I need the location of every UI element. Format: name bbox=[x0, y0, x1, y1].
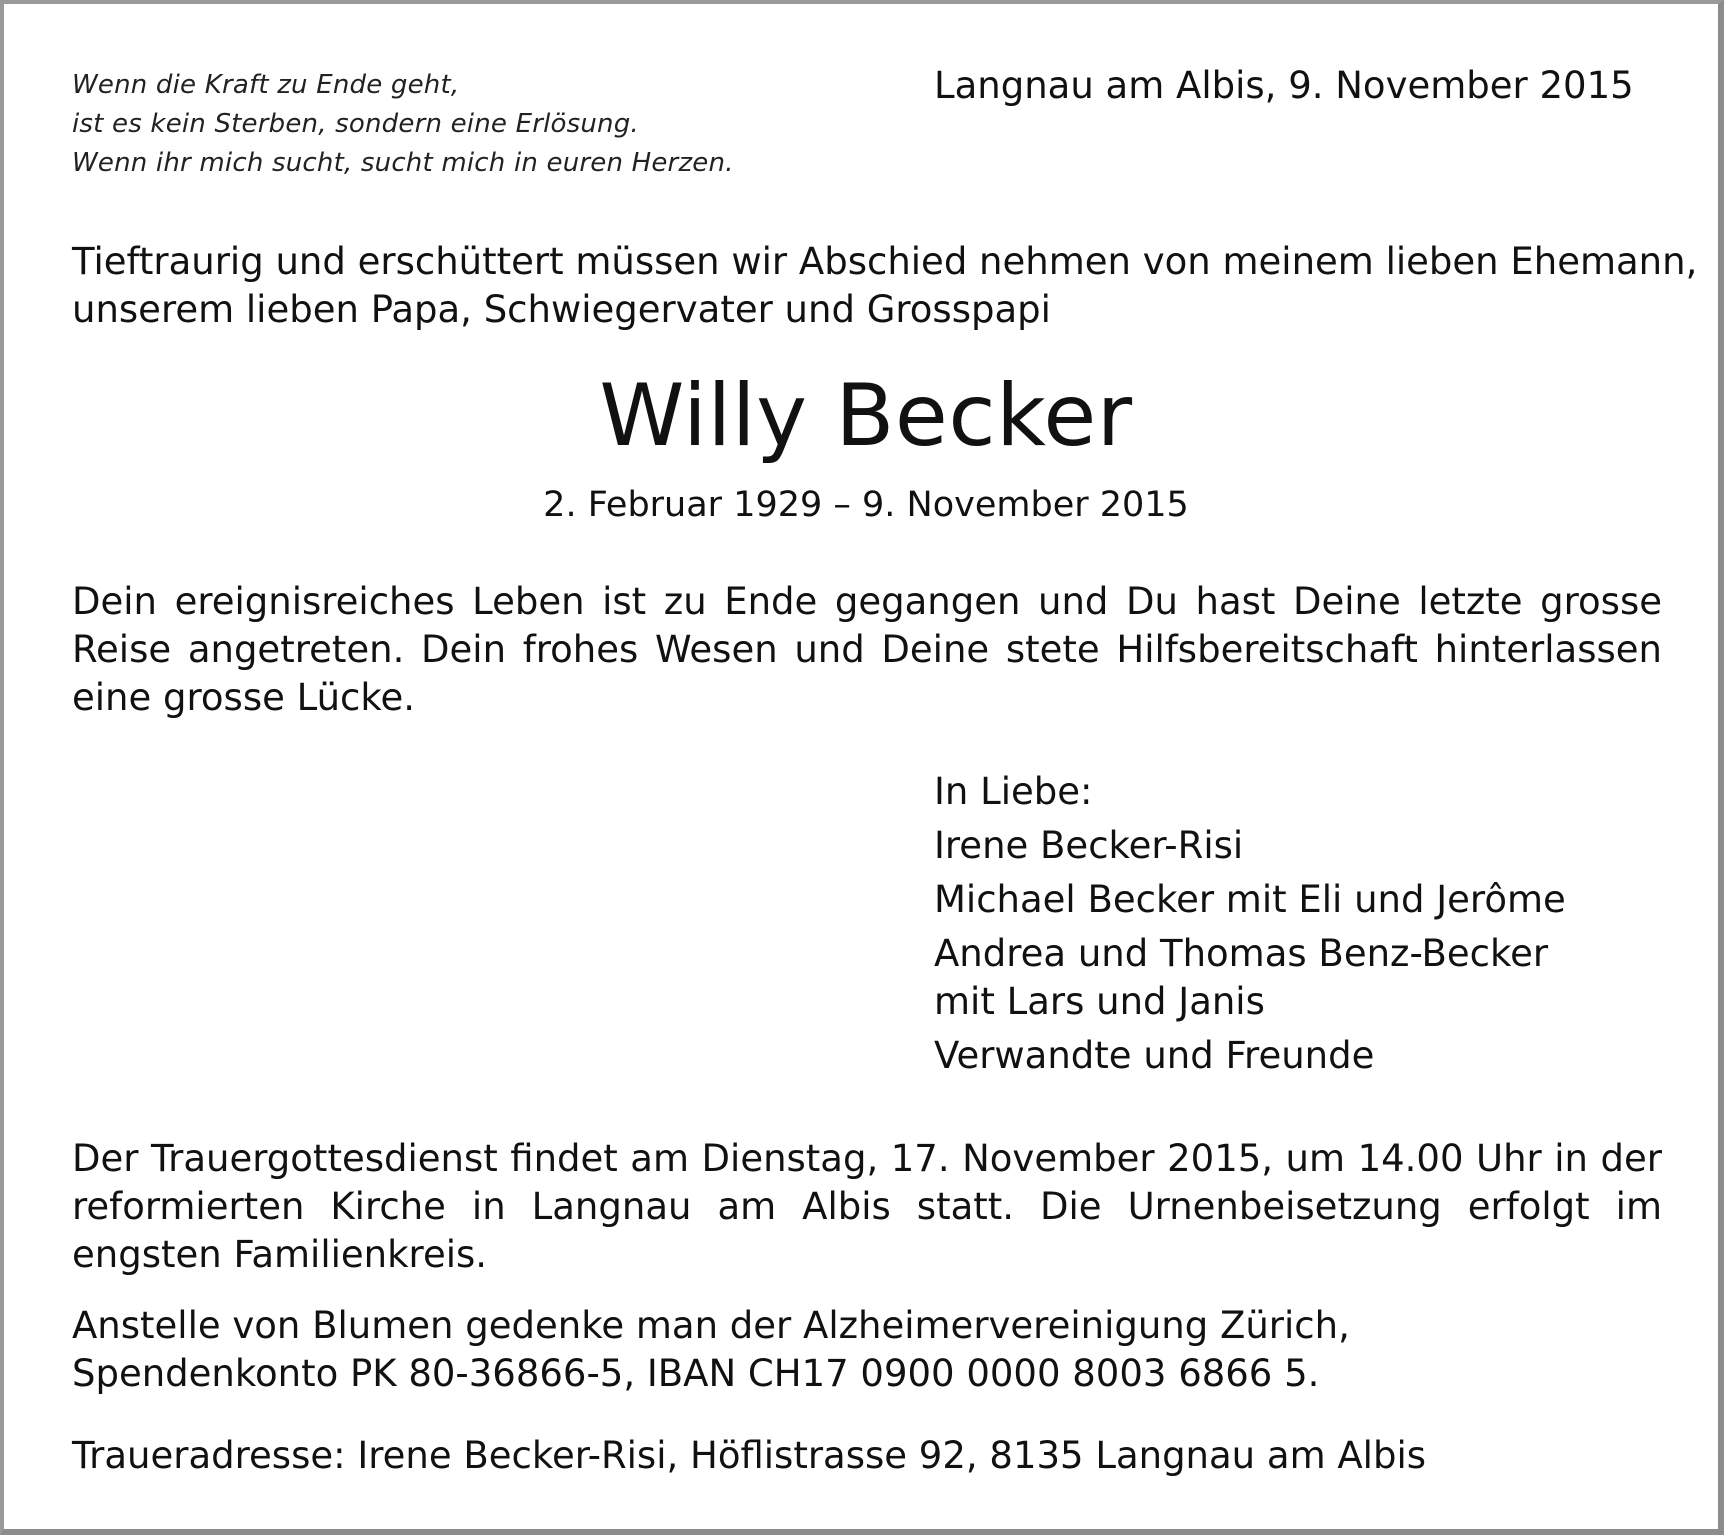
intro-text bbox=[72, 238, 1698, 334]
donation-line: Spendenkonto PK 80-36866-5, IBAN CH17 0900 0000 8003 6866 5. bbox=[72, 1352, 1320, 1395]
signer-item: mit Lars und Janis bbox=[934, 980, 1265, 1023]
intro-line: Tieftraurig und erschüttert müssen wir Abschied nehmen von meinem lieben Ehemann, bbox=[72, 240, 1698, 283]
life-dates: 2. Februar 1929 – 9. November 2015 bbox=[543, 485, 1189, 525]
signers-heading: In Liebe: bbox=[934, 770, 1093, 813]
signer-item: Irene Becker-Risi bbox=[934, 824, 1244, 867]
signers-block bbox=[934, 768, 1566, 1086]
motto-quote bbox=[72, 66, 734, 183]
motto-line: Wenn ihr mich sucht, sucht mich in euren Herzen. bbox=[72, 148, 734, 178]
mourning-address: Traueradresse: Irene Becker-Risi, Höflistrasse 92, 8135 Langnau am Albis bbox=[72, 1434, 1427, 1477]
tribute-text: Dein ereignisreiches Leben ist zu Ende gegangen und Du hast Deine letzte grosse Reise angetreten. Dein frohes Wesen und Deine stete Hilfsbereitschaft hinterlassen eine grosse Lücke. bbox=[72, 580, 1662, 719]
signer-item: Verwandte und Freunde bbox=[934, 1034, 1375, 1077]
signer-item: Andrea und Thomas Benz-Becker bbox=[934, 932, 1549, 975]
motto-line: ist es kein Sterben, sondern eine Erlösung. bbox=[72, 109, 639, 139]
motto-line: Wenn die Kraft zu Ende geht, bbox=[72, 70, 460, 100]
service-info: Der Trauergottesdienst findet am Dienstag, 17. November 2015, um 14.00 Uhr in der reformierten Kirche in Langnau am Albis statt. Die Urnenbeisetzung erfolgt im engsten Familienkreis. bbox=[72, 1137, 1662, 1276]
intro-line: unserem lieben Papa, Schwiegervater und Grosspapi bbox=[72, 288, 1051, 331]
place-date: Langnau am Albis, 9. November 2015 bbox=[934, 64, 1634, 107]
signer-item: Michael Becker mit Eli und Jerôme bbox=[934, 878, 1566, 921]
donation-info bbox=[72, 1302, 1350, 1398]
donation-line: Anstelle von Blumen gedenke man der Alzheimervereinigung Zürich, bbox=[72, 1304, 1350, 1347]
deceased-name: Willy Becker bbox=[599, 366, 1133, 466]
